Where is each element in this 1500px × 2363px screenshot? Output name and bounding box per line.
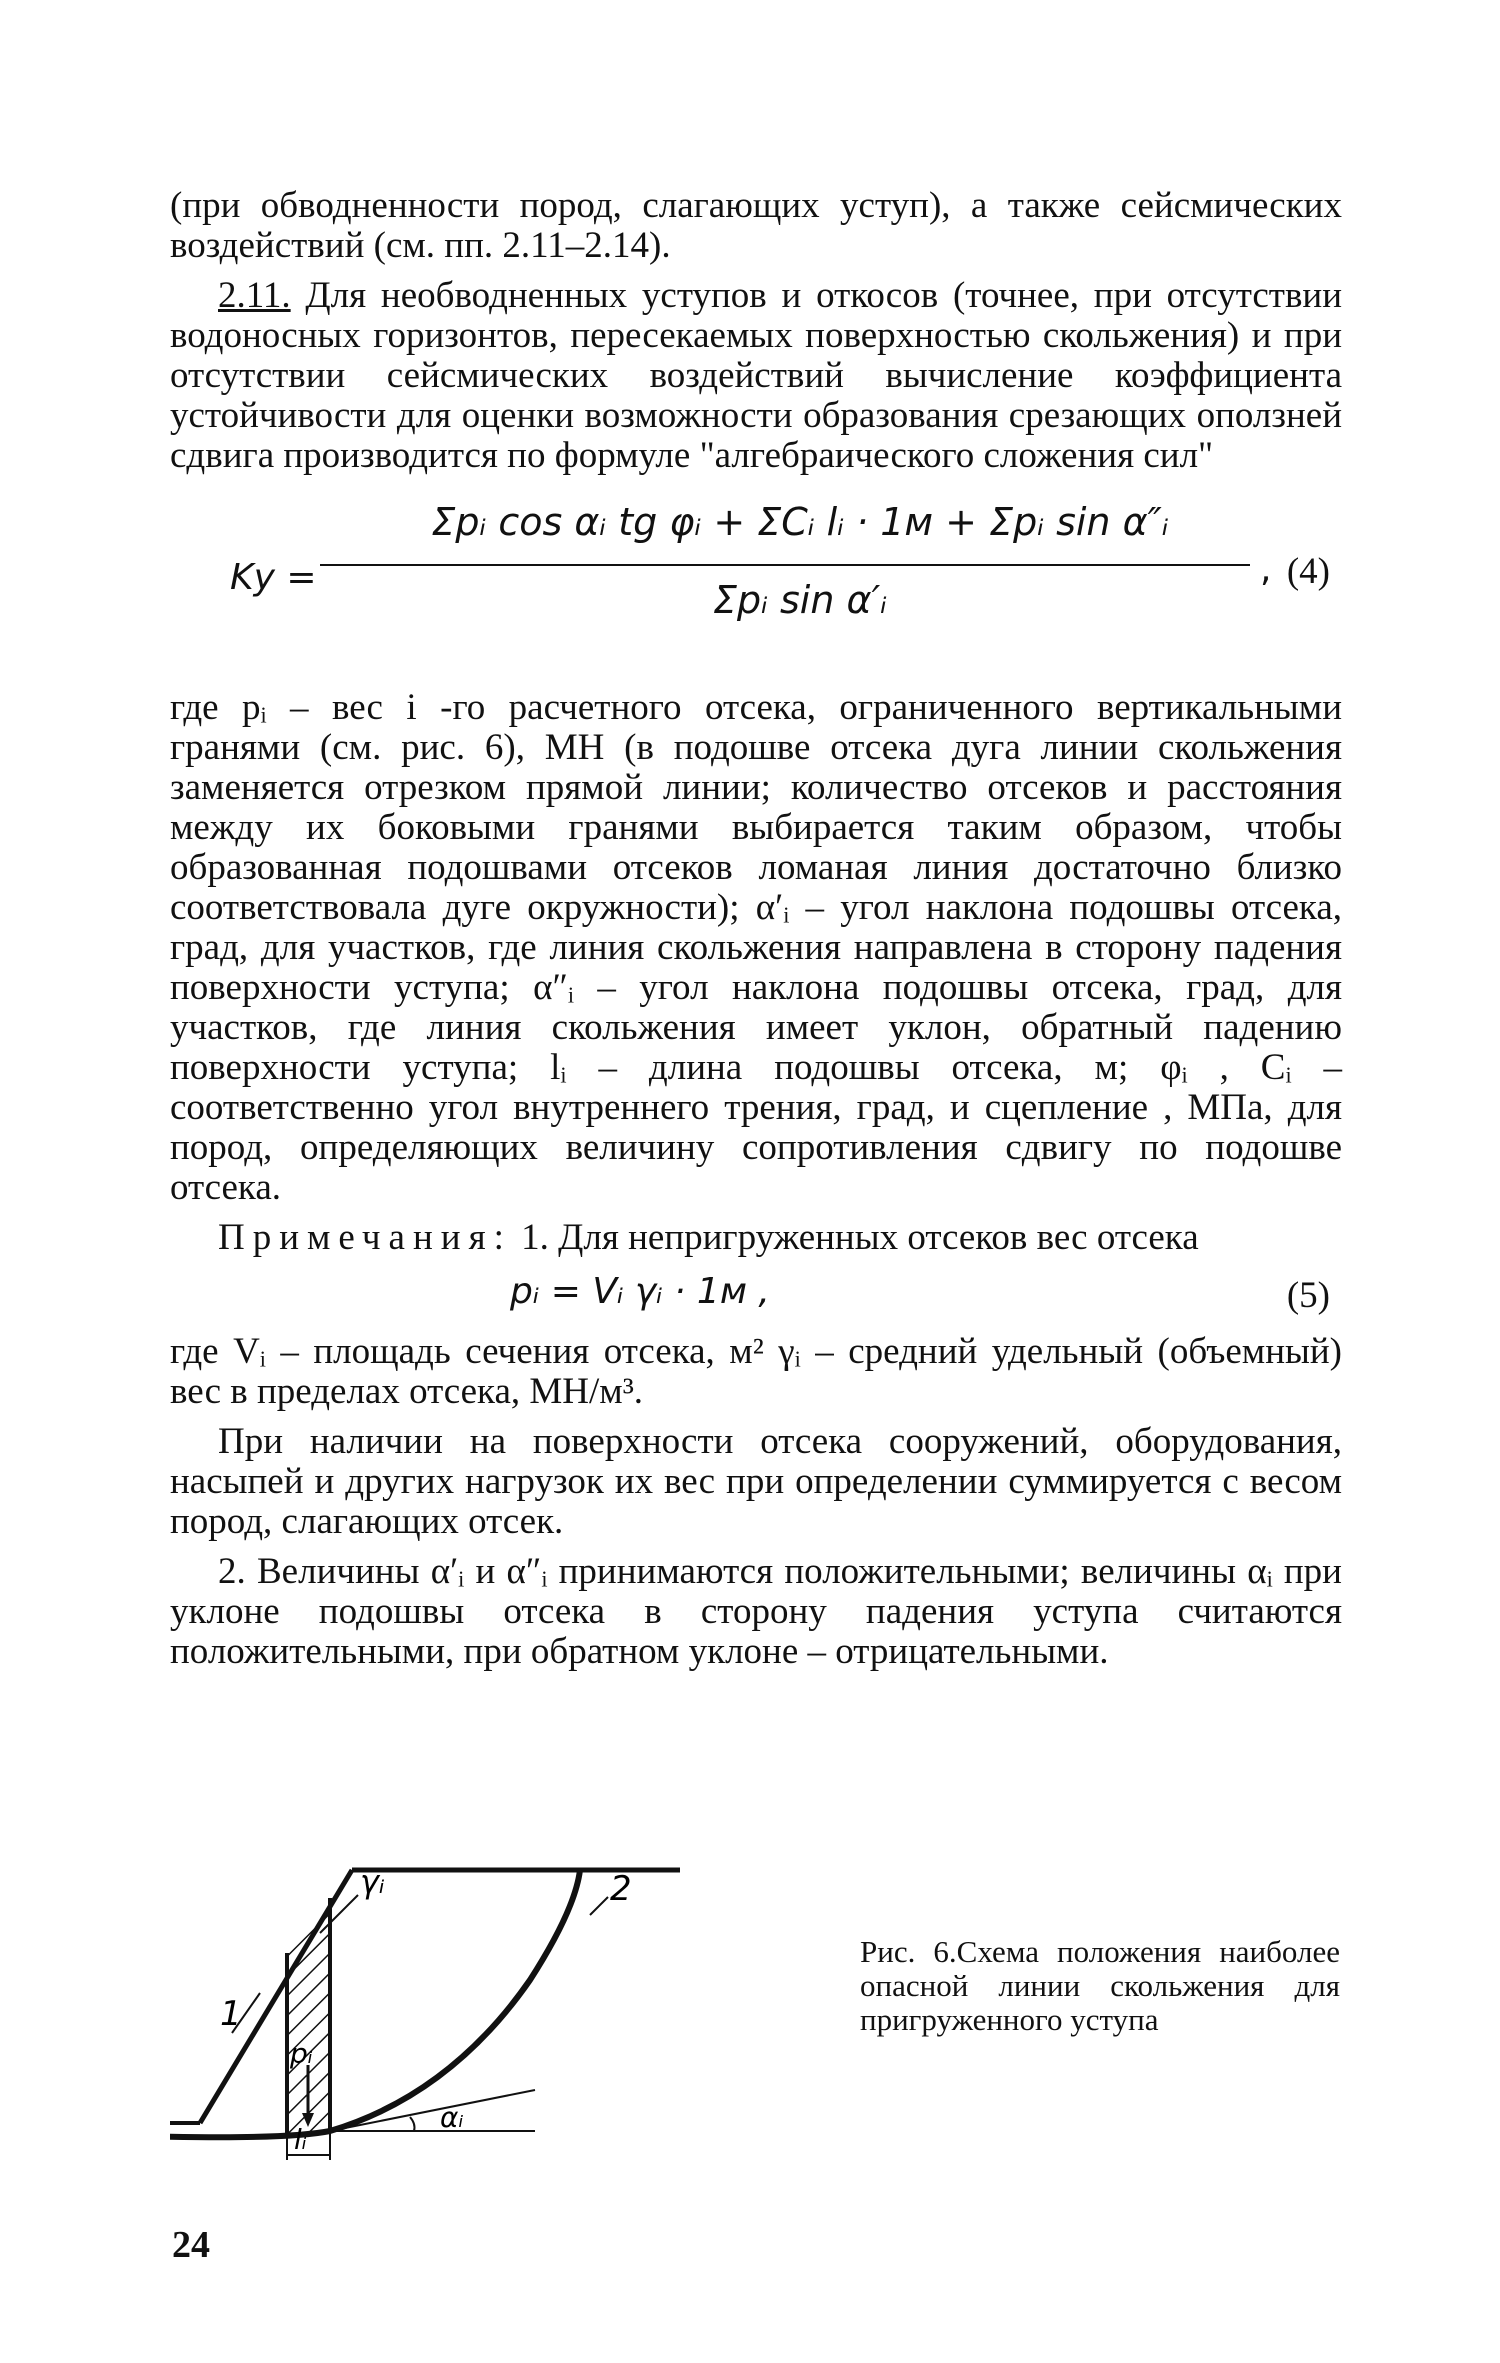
formula-5-expression: pᵢ = Vᵢ γᵢ · 1м , [510,1271,770,1312]
paragraph-note-2: 2. Величины α′ᵢ и α″ᵢ принимаются положительными; величины αᵢ при уклоне подошвы отсека в сторону падения уступа считаются положительными, при обратном уклоне – отрицательными. [170,1551,1342,1672]
paragraph-where-v: где Vᵢ – площадь сечения отсека, м² γᵢ – средний удельный (объемный) вес в пределах отсека, МН/м³. [170,1331,1342,1412]
label-l: lᵢ [294,2123,307,2156]
alpha-arc [410,2117,415,2131]
paragraph-definitions: где pᵢ – вес i -го расчетного отсека, ограниченного вертикальными гранями (см. рис. 6), MH (в подошве отсека дуга линии скольжения заменяется отрезком прямой линии; количество отсеков и расстояния между их боковыми гранями выбирается таким образом, чтобы образованная подошвами отсеков ломаная линия достаточно близко соответствовала дуге окружности); α′ᵢ – угол наклона подошвы отсека, град, для участков, где линия скольжения направлена в сторону падения поверхности уступа; α″ᵢ – угол наклона подошвы отсека, град, для участков, где линия скольжения имеет уклон, обратный падению поверхности уступа; lᵢ – длина подошвы отсека, м; φᵢ , Cᵢ – соответственно угол внутреннего трения, град, и сцепление , МПа, для пород, определяющих величину сопротивления сдвигу по подошве отсека. [170,687,1342,1208]
formula-4-denominator: Σpᵢ sin α′ᵢ [713,578,887,622]
fraction-bar [320,564,1250,566]
equation-number-4: (4) [1286,551,1330,592]
page-text [170,186,1342,1682]
paragraph-notes [170,1218,1342,1258]
leader-2 [590,1897,608,1915]
formula-4-comma: , [1260,549,1272,590]
notes-label: Примечания: [218,1217,512,1258]
paragraph-1: (при обводненности пород, слагающих уступ), а также сейсмических воздействий (см. пп. 2.11–2.14). [170,185,1342,266]
paragraph-loads: При наличии на поверхности отсека сооружений, оборудования, насыпей и других нагрузок их вес при определении суммируется с весом пород, слагающих отсек. [170,1421,1342,1542]
formula-4 [170,502,1342,672]
formula-4-lhs: Kу = [230,557,317,598]
clause-text: Для необводненных уступов и откосов (точнее, при отсутствии водоносных горизонтов, пересекаемых поверхностью скольжения) и при отсутствии сейсмических воздействий вычисление коэффициента устойчивости для оценки возможности образования срезающих оползней сдвига производится по формуле "алгебраического сложения сил" [170,275,1343,476]
figure-6 [170,1815,1342,2195]
paragraph-2-11 [170,276,1342,476]
formula-4-numerator: Σpᵢ cos αᵢ tg φᵢ + ΣCᵢ lᵢ · 1м + Σpᵢ sin α″ᵢ [431,500,1169,544]
label-p: pᵢ [290,2037,313,2070]
clause-number: 2.11. [218,275,291,316]
slope-diagram [170,1815,850,2195]
label-2: 2 [610,1869,632,1909]
note-1-text: 1. Для непригруженных отсеков вес отсека [521,1217,1199,1258]
label-gamma: γᵢ [360,1863,385,1901]
label-1: 1 [220,1994,242,2034]
page-number: 24 [172,2224,210,2266]
formula-5 [170,1268,1342,1320]
label-alpha: αᵢ [440,2101,464,2134]
equation-number-5: (5) [1286,1275,1330,1316]
figure-caption: Рис. 6.Схема положения наиболее опасной линии скольжения для пригруженного уступа [860,1934,1340,2037]
base-tangent-line [330,2090,535,2131]
